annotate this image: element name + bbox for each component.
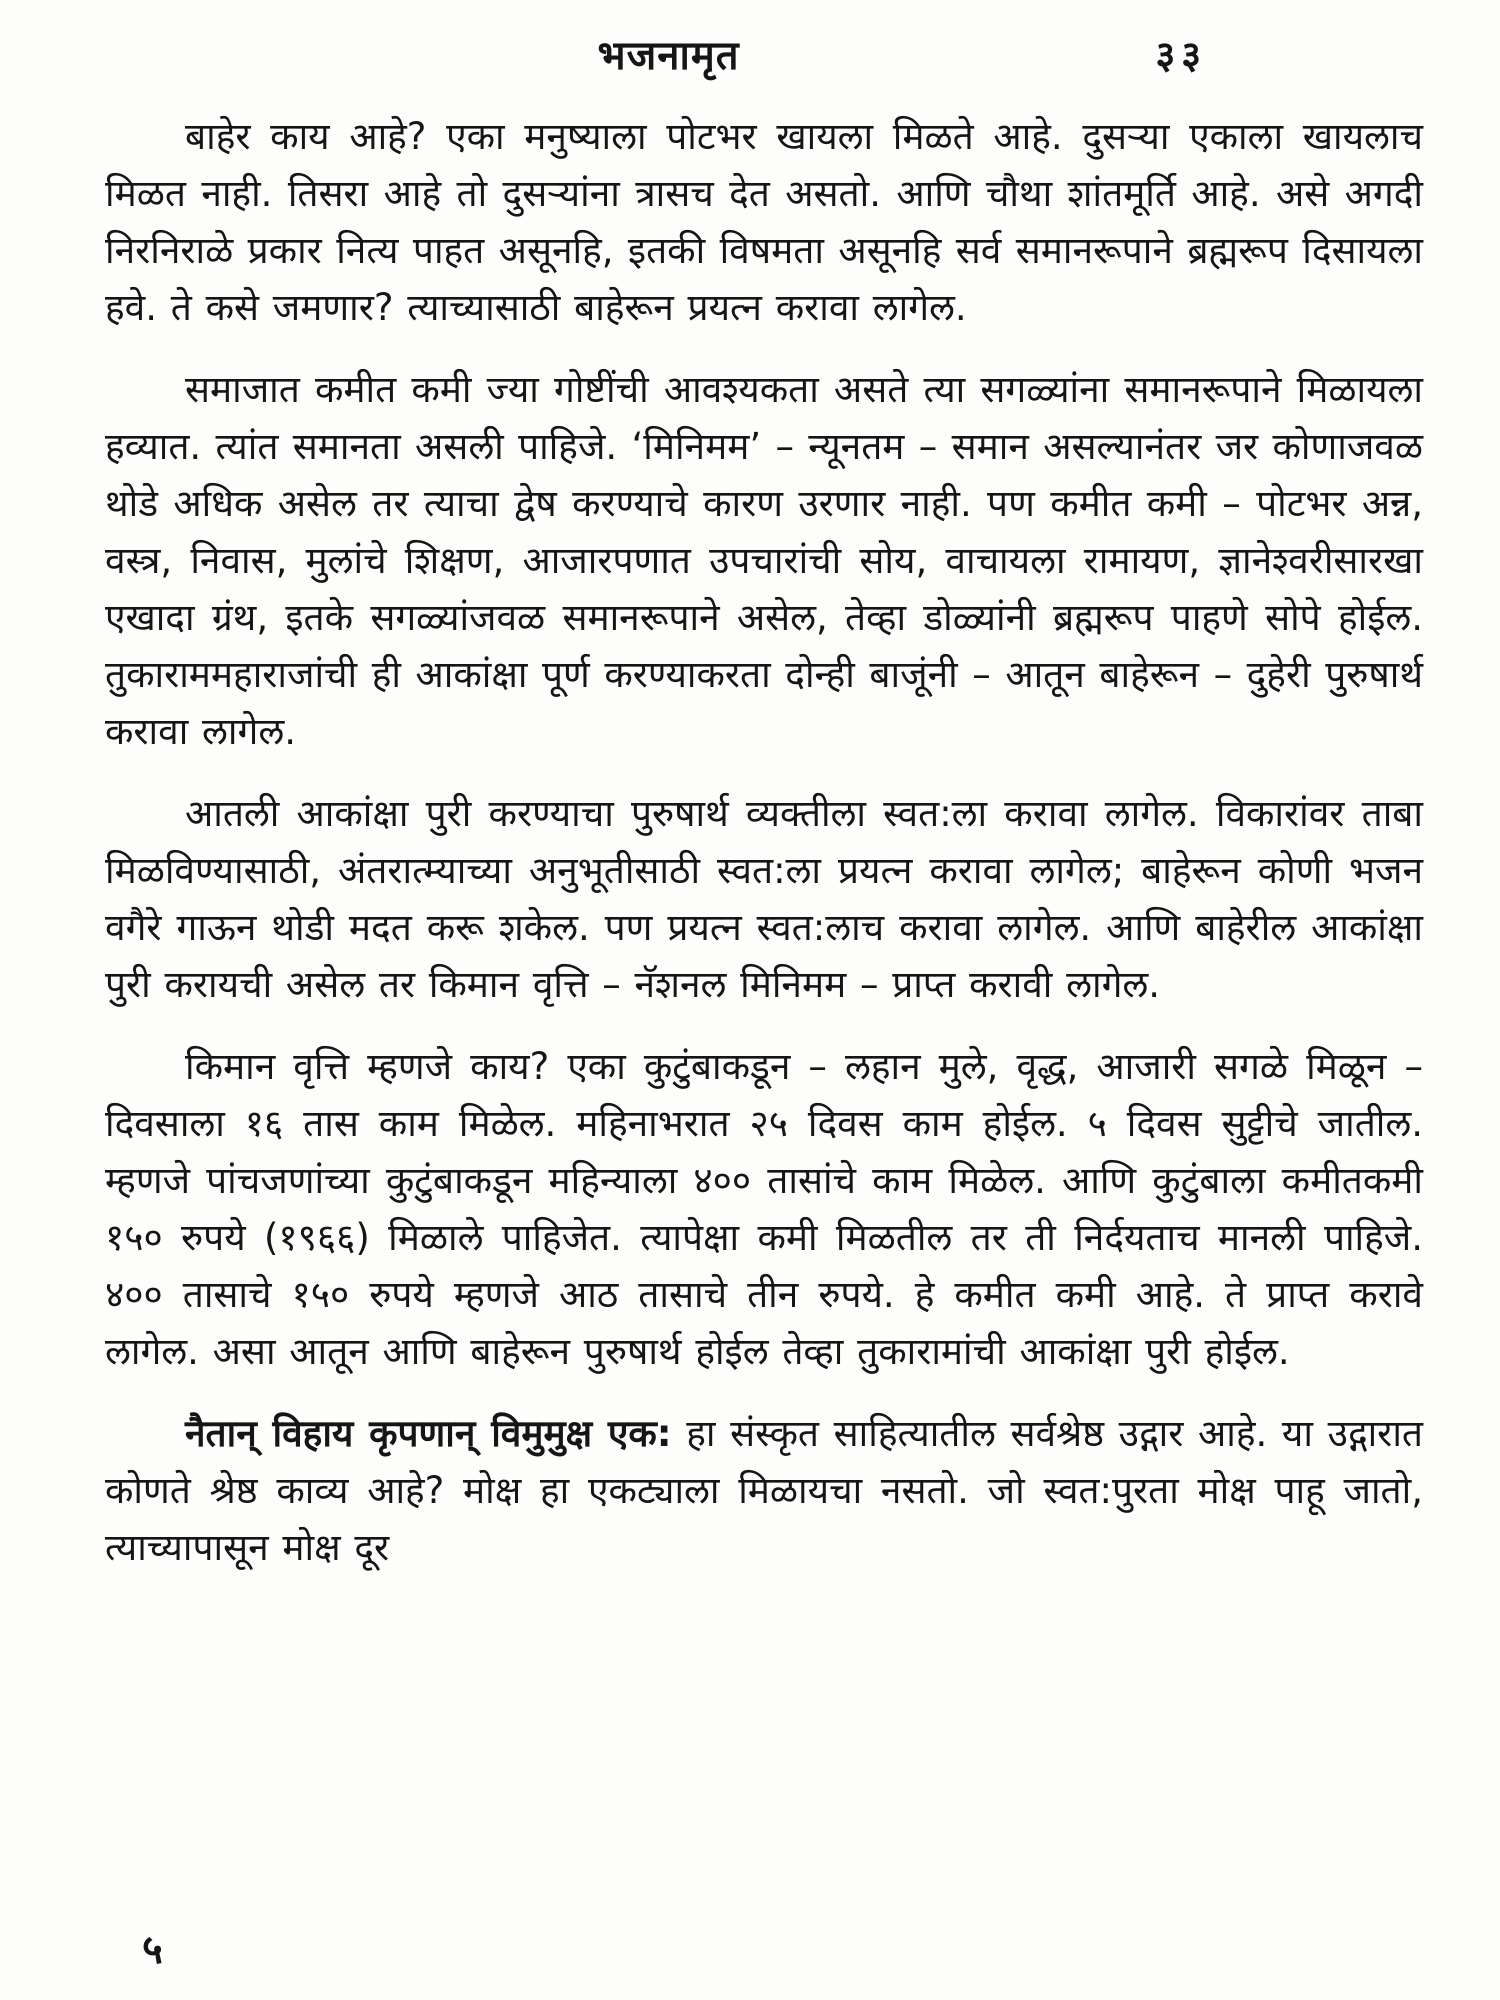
page-header [105,26,1422,86]
paragraph-4: किमान वृत्ति म्हणजे काय? एका कुटुंबाकडून – लहान मुले, वृद्ध, आजारी सगळे मिळून – दिवसाला १६ तास काम मिळेल. महिनाभरात २५ दिवस काम होईल. ५ दिवस सुट्टीचे जातील. म्हणजे पांचजणांच्या कुटुंबाकडून महिन्याला ४०० तासांचे काम मिळेल. आणि कुटुंबाला कमीतकमी १५० रुपये (१९६६) मिळाले पाहिजेत. त्यापेक्षा कमी मिळतील तर ती निर्दयताच मानली पाहिजे. ४०० तासाचे १५० रुपये म्हणजे आठ तासाचे तीन रुपये. हे कमीत कमी आहे. ते प्राप्त करावे लागेल. असा आतून आणि बाहेरून पुरुषार्थ होईल तेव्हा तुकारामांची आकांक्षा पुरी होईल. [105,1045,1423,1373]
paragraph-5-text: हा संस्कृत साहित्यातील सर्वश्रेष्ठ उद्गार आहे. या उद्गारात कोणते श्रेष्ठ काव्य आहे? मोक्ष हा एकट्याला मिळायचा नसतो. जो स्वत:पुरता मोक्ष पाहू जातो, त्याच्यापासून मोक्ष दूर [105,1412,1423,1569]
paragraph-3: आतली आकांक्षा पुरी करण्याचा पुरुषार्थ व्यक्तीला स्वत:ला करावा लागेल. विकारांवर ताबा मिळविण्यासाठी, अंतरात्म्याच्या अनुभूतीसाठी स्वत:ला प्रयत्न करावा लागेल; बाहेरून कोणी भजन वगैरे गाऊन थोडी मदत करू शकेल. पण प्रयत्न स्वत:लाच करावा लागेल. आणि बाहेरील आकांक्षा पुरी करायची असेल तर किमान वृत्ति – नॅशनल मिनिमम – प्राप्त करावी लागेल. [105,792,1423,1006]
paragraph-5-sanskrit-quote: नैतान् विहाय कृपणान् विमुमुक्ष एक: [185,1412,672,1455]
body-text [105,108,1423,1576]
paragraph-2: समाजात कमीत कमी ज्या गोष्टींची आवश्यकता असते त्या सगळ्यांना समानरूपाने मिळायला हव्यात. त्यांत समानता असली पाहिजे. ‘मिनिमम’ – न्यूनतम – समान असल्यानंतर जर कोणाजवळ थोडे अधिक असेल तर त्याचा द्वेष करण्याचे कारण उरणार नाही. पण कमीत कमी – पोटभर अन्न, वस्त्र, निवास, मुलांचे शिक्षण, आजारपणात उपचारांची सोय, वाचायला रामायण, ज्ञानेश्वरीसारखा एखादा ग्रंथ, इतके सगळ्यांजवळ समानरूपाने असेल, तेव्हा डोळ्यांनी ब्रह्मरूप पाहणे सोपे होईल. तुकाराममहाराजांची ही आकांक्षा पूर्ण करण्याकरता दोन्ही बाजूंनी – आतून बाहेरून – दुहेरी पुरुषार्थ करावा लागेल. [105,368,1423,753]
paragraph-5 [105,1405,1423,1576]
page-number: ३३ [1155,33,1207,77]
page-title: भजनामृत [597,33,740,79]
signature-mark: ५ [142,1927,163,1973]
paragraph-1: बाहेर काय आहे? एका मनुष्याला पोटभर खायला मिळते आहे. दुसऱ्या एकाला खायलाच मिळत नाही. तिसरा आहे तो दुसऱ्यांना त्रासच देत असतो. आणि चौथा शांतमूर्ति आहे. असे अगदी निरनिराळे प्रकार नित्य पाहत असूनहि, इतकी विषमता असूनहि सर्व समानरूपाने ब्रह्मरूप दिसायला हवे. ते कसे जमणार? त्याच्यासाठी बाहेरून प्रयत्न करावा लागेल. [105,115,1423,329]
